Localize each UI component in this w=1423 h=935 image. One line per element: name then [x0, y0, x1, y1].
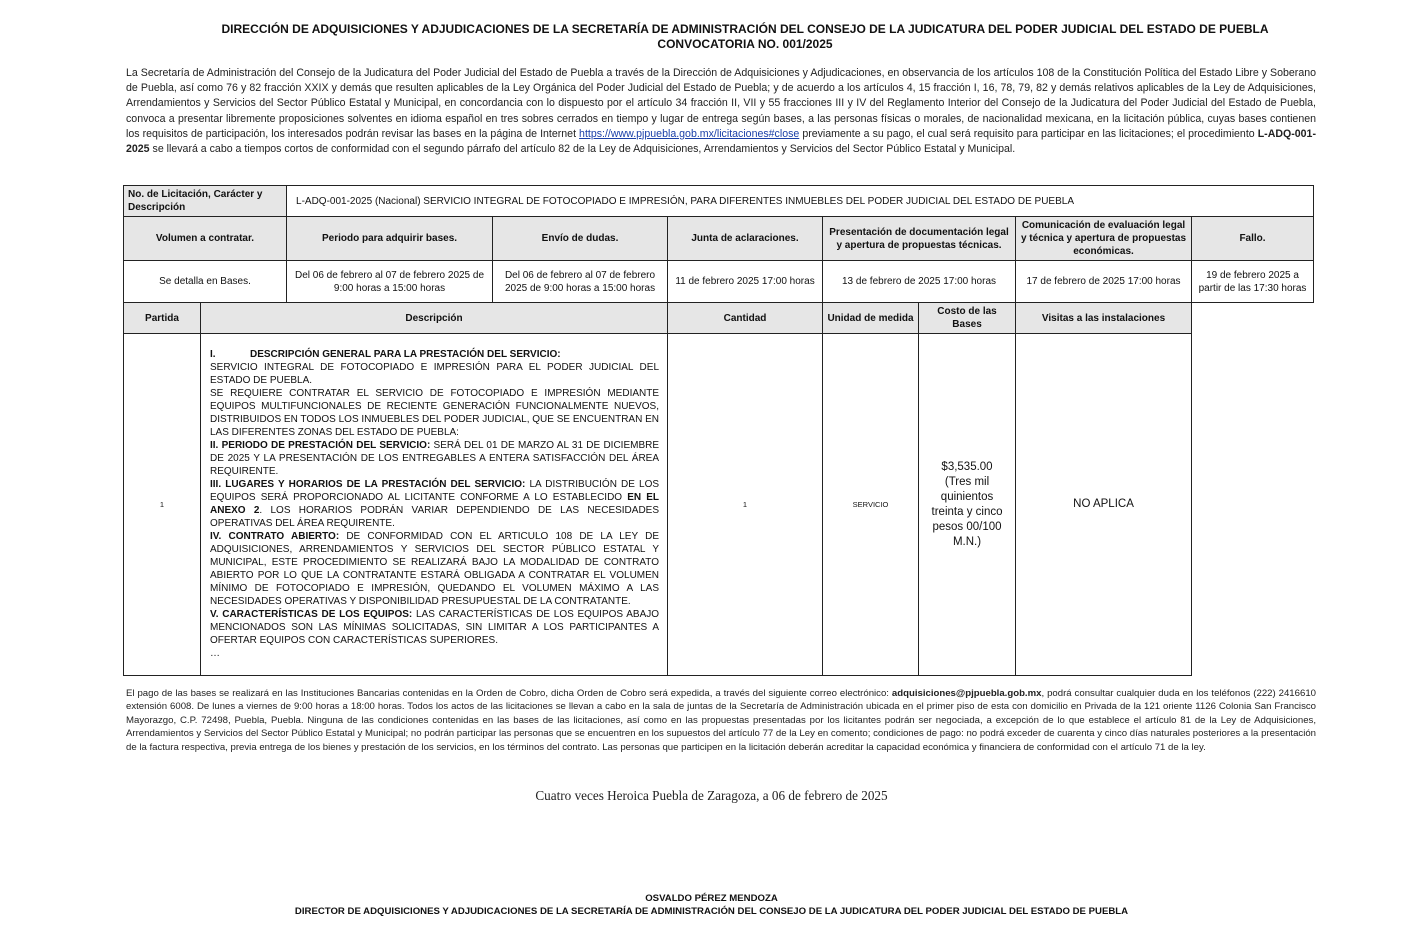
signer-name: OSVALDO PÉREZ MENDOZA: [645, 893, 778, 904]
item-header-row: [124, 303, 1314, 334]
schedule-value: 17 de febrero de 2025 17:00 horas: [1016, 261, 1192, 303]
document-header: [150, 22, 1340, 52]
convocatoria-number: CONVOCATORIA NO. 001/2025: [657, 37, 833, 51]
bases-link[interactable]: https://www.pjpuebla.gob.mx/licitaciones#close: [579, 127, 800, 140]
desc-section-1-p2: SE REQUIERE CONTRATAR EL SERVICIO DE FOTOCOPIADO E IMPRESIÓN MEDIANTE EQUIPOS MULTIFUNCIONALES DE RECIENTE GENERACIÓN FUNCIONALMENTE NUEVOS, DISTRIBUIDOS EN TODOS LOS INMUEBLES DEL PODER JUDICIAL, QUE SE ENCUENTRAN EN LAS DIFERENTES ZONAS DEL ESTADO DE PUEBLA:: [210, 388, 660, 438]
procedure-code: L-ADQ-001-2025: [126, 127, 1316, 156]
schedule-header: Junta de aclaraciones.: [668, 217, 823, 261]
tender-table: [123, 185, 1314, 676]
schedule-header: Fallo.: [1192, 217, 1314, 261]
desc-section-5: V. CARACTERÍSTICAS DE LOS EQUIPOS: LAS CARACTERÍSTICAS DE LOS EQUIPOS ABAJO MENCIONADOS SON LAS MÍNIMAS SOLICITADAS, SIN LIMITAR A LOS PARTICIPANTES A OFERTAR EQUIPOS CON CARACTERÍSTICAS SUPERIORES.: [210, 609, 660, 646]
schedule-value: Se detalla en Bases.: [124, 261, 287, 303]
item-header: Visitas a las instalaciones: [1016, 303, 1192, 334]
intro-text-2: previamente a su pago, el cual será requisito para participar en las licitaciones; el procedimiento: [799, 127, 1258, 140]
contact-email: adquisiciones@pjpuebla.gob.mx: [891, 688, 1042, 699]
item-visitas: NO APLICA: [1016, 334, 1192, 676]
schedule-value: Del 06 de febrero al 07 de febrero 2025 de 9:00 horas a 15:00 horas: [493, 261, 668, 303]
schedule-header: Comunicación de evaluación legal y técnica y apertura de propuestas económicas.: [1016, 217, 1192, 261]
item-header: Partida: [124, 303, 201, 334]
desc-section-1-title: I. DESCRIPCIÓN GENERAL PARA LA PRESTACIÓN DEL SERVICIO:: [210, 349, 561, 360]
footer-text-1: El pago de las bases se realizará en las Instituciones Bancarias contenidas en la Orden de Cobro, dicha Orden de Cobro será expedida, a través del siguiente correo electrónico:: [126, 688, 892, 699]
item-row: [124, 334, 1314, 676]
item-costo: $3,535.00 (Tres mil quinientos treinta y cinco pesos 00/100 M.N.): [919, 334, 1016, 676]
item-description: [201, 334, 668, 676]
intro-text-1: La Secretaría de Administración del Consejo de la Judicatura del Poder Judicial del Estado de Puebla a través de la Dirección de Adquisiciones y Adjudicaciones, en observancia de los artículos 108 de la Constitución Política del Estado Libre y Soberano de Puebla, así como 76 y 82 fracción XXIX y demás que resulten aplicables de la Ley Orgánica del Poder Judicial del Estado de Puebla; y de acuerdo a los artículos 4, 15 fracción I, 16, 78, 79, 82 y demás relativos aplicables de la Ley de Adquisiciones, Arrendamientos y Servicios del Sector Público Estatal y Municipal, en concordancia con lo dispuesto por el artículo 34 fracción II, VII y 55 fracciones III y IV del Reglamento Interior del Consejo de la Judicatura del Poder Judicial del Estado de Puebla, convoca a presentar libremente proposiciones solventes en idioma español en tres sobres cerrados en tiempo y lugar de entrega según bases, a las personas físicas o morales, de nacionalidad mexicana, en la licitación pública, cuyas bases contienen los requisitos de participación, los interesados podrán revisar las bases en la página de Internet: [126, 67, 1316, 140]
desc-ellipsis: …: [210, 648, 220, 659]
desc-section-1-p1: SERVICIO INTEGRAL DE FOTOCOPIADO E IMPRESIÓN PARA EL PODER JUDICIAL DEL ESTADO DE PUEBLA.: [210, 362, 660, 386]
schedule-header-row: [124, 217, 1314, 261]
schedule-value-row: [124, 261, 1314, 303]
item-partida: 1: [124, 334, 201, 676]
schedule-header: Envío de dudas.: [493, 217, 668, 261]
item-header: Costo de las Bases: [919, 303, 1016, 334]
place-and-date: Cuatro veces Heroica Puebla de Zaragoza, a 06 de febrero de 2025: [535, 788, 888, 803]
item-header: Cantidad: [668, 303, 823, 334]
tender-id-label: No. de Licitación, Carácter y Descripción: [124, 186, 287, 217]
schedule-value: 11 de febrero 2025 17:00 horas: [668, 261, 823, 303]
item-header: Descripción: [201, 303, 668, 334]
signer-title: DIRECTOR DE ADQUISICIONES Y ADJUDICACIONES DE LA SECRETARÍA DE ADMINISTRACIÓN DEL CONSEJO DE LA JUDICATURA DEL PODER JUDICIAL DEL ESTADO DE PUEBLA: [294, 906, 1129, 917]
schedule-header: Presentación de documentación legal y apertura de propuestas técnicas.: [823, 217, 1016, 261]
desc-section-4: IV. CONTRATO ABIERTO: DE CONFORMIDAD CON EL ARTICULO 108 DE LA LEY DE ADQUISICIONES, ARRENDAMIENTOS Y SERVICIOS DEL SECTOR PÚBLICO ESTATAL Y MUNICIPAL, ESTE PROCEDIMIENTO SE REALIZARÁ BAJO LA MODALIDAD DE CONTRATO ABIERTO POR LO QUE LA CONTRATANTE ESTARÁ OBLIGADA A CONTRATAR EL VOLUMEN MÍNIMO DE FOTOCOPIADO E IMPRESIÓN, QUEDANDO EL VOLUMEN MÁXIMO A LAS NECESIDADES OPERATIVAS Y DISPONIBILIDAD PRESUPUESTAL DE LA CONTRATANTE.: [210, 531, 660, 607]
item-cantidad: 1: [668, 334, 823, 676]
tender-id-row: [124, 186, 1314, 217]
desc-section-3: III. LUGARES Y HORARIOS DE LA PRESTACIÓN DEL SERVICIO: LA DISTRIBUCIÓN DE LOS EQUIPOS SERÁ PROPORCIONADO AL LICITANTE CONFORME A LO ESTABLECIDO EN EL ANEXO 2. LOS HORARIOS PODRÁN VARIAR DEPENDIENDO DE LAS NECESIDADES OPERATIVAS DEL ÁREA REQUIRENTE.: [210, 479, 660, 529]
schedule-value: 13 de febrero de 2025 17:00 horas: [823, 261, 1016, 303]
tender-id-value: L-ADQ-001-2025 (Nacional) SERVICIO INTEGRAL DE FOTOCOPIADO E IMPRESIÓN, PARA DIFERENTES INMUEBLES DEL PODER JUDICIAL DEL ESTADO DE PUEBLA: [287, 186, 1314, 217]
signature-block: [0, 892, 1423, 918]
schedule-value: Del 06 de febrero al 07 de febrero 2025 de 9:00 horas a 15:00 horas: [287, 261, 493, 303]
item-header: Unidad de medida: [823, 303, 919, 334]
footer-text-2: , podrá consultar cualquier duda en los teléfonos (222) 2416610 extensión 6008. De lunes a viernes de 9:00 horas a 18:00 horas. Todos los actos de las licitaciones se llevan a cabo en la sala de juntas de la Secretaría de Administración ubicada en el primer piso de esta con domicilio en Privada de la 121 oriente 1126 Colonia San Francisco Mayorazgo, C.P. 72498, Puebla, Puebla. Ninguna de las condiciones contenidas en las bases de las licitaciones, así como en las propuestas presentadas por los licitantes podrán ser negociada, a excepción de lo que establece el artículo 81 de la Ley de Adquisiciones, Arrendamientos y Servicios del Sector Público Estatal y Municipal; no podrán participar las personas que se encuentren en los supuestos del artículo 77 de la Ley en comento; condiciones de pago: no podrá exceder de cuarenta y cinco días naturales posteriores a la presentación de la factura respectiva, previa entrega de los bienes y prestación de los servicios, en los términos del contrato. Las personas que participen en la licitación deberán acreditar la capacidad económica y financiera de conformidad con el artículo 71 de la ley.: [126, 688, 1316, 753]
item-unidad: SERVICIO: [823, 334, 919, 676]
schedule-header: Volumen a contratar.: [124, 217, 287, 261]
intro-text-3: se llevará a cabo a tiempos cortos de conformidad con el segundo párrafo del artículo 82 de la Ley de Adquisiciones, Arrendamientos y Servicios del Sector Público Estatal y Municipal.: [149, 143, 1016, 156]
schedule-value: 19 de febrero 2025 a partir de las 17:30 horas: [1192, 261, 1314, 303]
schedule-header: Periodo para adquirir bases.: [287, 217, 493, 261]
payment-conditions: [126, 687, 1316, 754]
header-title: DIRECCIÓN DE ADQUISICIONES Y ADJUDICACIONES DE LA SECRETARÍA DE ADMINISTRACIÓN DEL CONSEJO DE LA JUDICATURA DEL PODER JUDICIAL DEL ESTADO DE PUEBLA: [221, 22, 1269, 36]
intro-paragraph: [126, 66, 1316, 157]
desc-section-2: II. PERIODO DE PRESTACIÓN DEL SERVICIO: SERÁ DEL 01 DE MARZO AL 31 DE DICIEMBRE DE 2025 Y LA PRESENTACIÓN DE LOS ENTREGABLES A ENTERA SATISFACCIÓN DEL ÁREA REQUIRENTE.: [210, 440, 660, 477]
